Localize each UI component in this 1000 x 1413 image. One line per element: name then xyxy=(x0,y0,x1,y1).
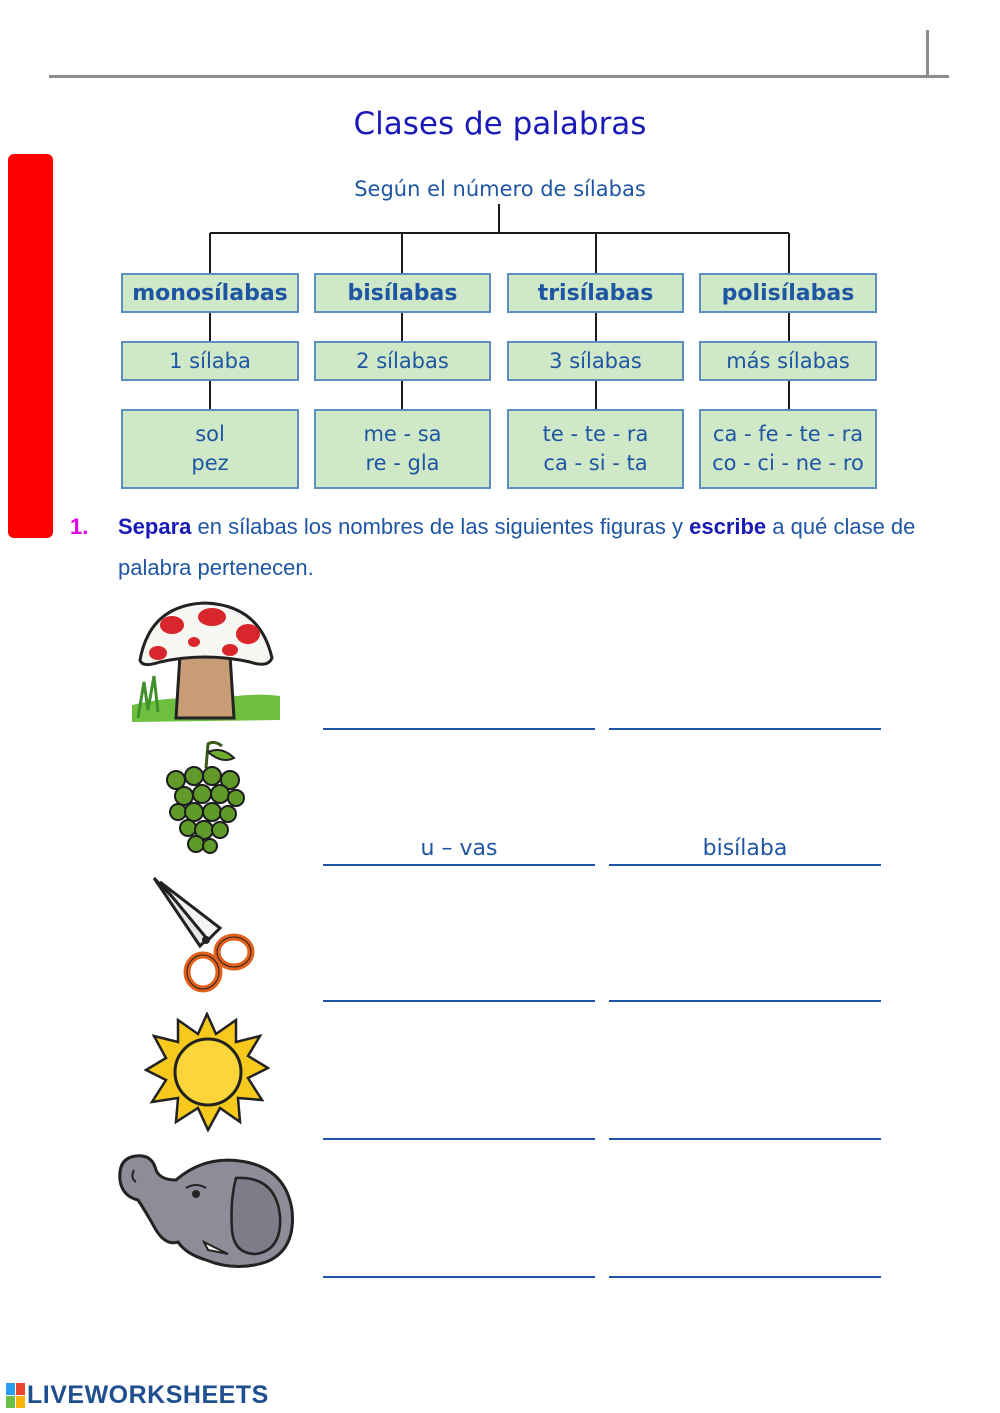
brand-name: LIVEWORKSHEETS xyxy=(27,1381,269,1409)
verb-escribe: escribe xyxy=(689,514,767,539)
diagram-subtitle: Según el número de sílabas xyxy=(354,177,646,201)
example-word: me - sa xyxy=(363,422,442,446)
sun-icon xyxy=(144,1012,270,1132)
liveworksheets-logo-icon xyxy=(6,1383,25,1408)
category-trisilabas: trisílabas xyxy=(507,273,684,313)
type-answer-5[interactable] xyxy=(609,1246,881,1278)
example-word: sol xyxy=(195,422,225,446)
verb-separa: Separa xyxy=(118,514,192,539)
syllables-answer-5[interactable] xyxy=(323,1246,595,1278)
type-answer-1[interactable] xyxy=(609,698,881,730)
elephant-icon xyxy=(116,1150,298,1272)
exercise-text xyxy=(118,506,928,588)
mushroom-icon xyxy=(130,600,282,724)
type-answer-4[interactable] xyxy=(609,1108,881,1140)
syllables-answer-1[interactable] xyxy=(323,698,595,730)
page-title: Clases de palabras xyxy=(353,106,647,142)
examples-bisilabas xyxy=(314,409,491,489)
exercise-number: 1. xyxy=(70,514,89,539)
count-trisilabas: 3 sílabas xyxy=(507,341,684,381)
examples-monosilabas xyxy=(121,409,299,489)
footer-logo xyxy=(6,1381,269,1410)
example-word: ca - fe - te - ra xyxy=(712,422,864,446)
example-word: ca - si - ta xyxy=(543,451,648,475)
count-polisilabas: más sílabas xyxy=(699,341,877,381)
count-monosilabas: 1 sílaba xyxy=(121,341,299,381)
type-answer-3[interactable] xyxy=(609,970,881,1002)
category-polisilabas: polisílabas xyxy=(699,273,877,313)
type-answer-2[interactable]: bisílaba xyxy=(609,834,881,866)
instruction-part: en sílabas los nombres de las siguientes figuras y xyxy=(191,514,690,539)
category-bisilabas: bisílabas xyxy=(314,273,491,313)
example-word: pez xyxy=(191,451,229,475)
syllables-answer-4[interactable] xyxy=(323,1108,595,1140)
example-word: co - ci - ne - ro xyxy=(712,451,864,475)
example-word: te - te - ra xyxy=(542,422,649,446)
instruction-part: a qué clase de palabra pertenecen. xyxy=(118,514,916,580)
example-word: re - gla xyxy=(365,451,440,475)
examples-polisilabas xyxy=(699,409,877,489)
category-monosilabas: monosílabas xyxy=(121,273,299,313)
examples-trisilabas xyxy=(507,409,684,489)
grapes-icon xyxy=(162,738,248,860)
syllables-answer-2[interactable]: u – vas xyxy=(323,834,595,866)
count-bisilabas: 2 sílabas xyxy=(314,341,491,381)
syllables-answer-3[interactable] xyxy=(323,970,595,1002)
scissors-icon xyxy=(150,874,260,996)
